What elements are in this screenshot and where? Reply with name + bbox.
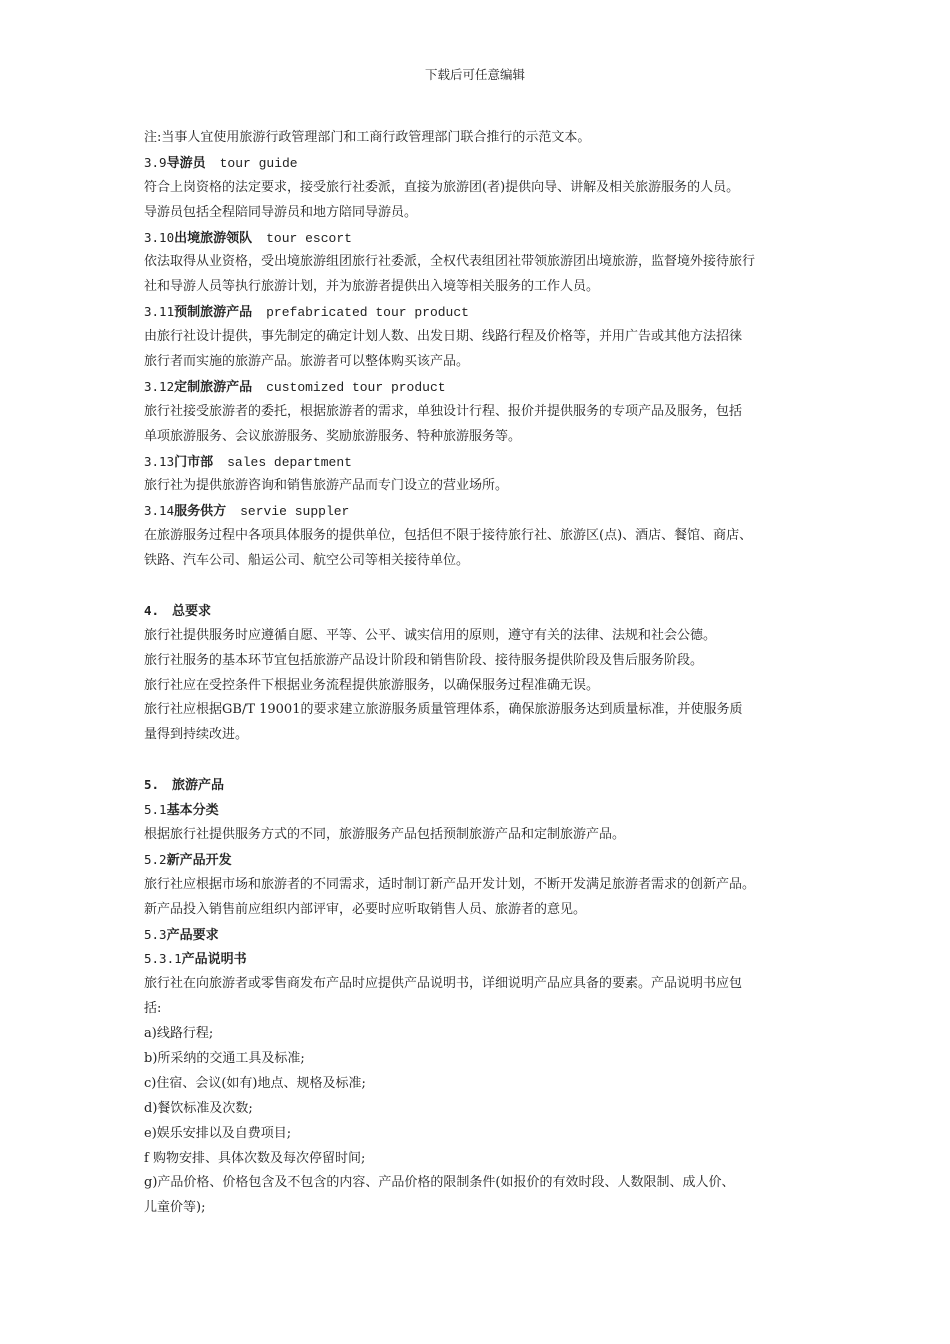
paragraph-line: f 购物安排、具体次数及每次停留时间; [144, 1150, 366, 1166]
paragraph-line: 社和导游人员等执行旅游计划，并为旅游者提供出入境等相关服务的工作人员。 [144, 279, 600, 295]
term-heading [144, 300, 824, 325]
paragraph-line: 符合上岗资格的法定要求，接受旅行社委派，直接为旅游团(者)提供向导、讲解及相关旅游服务的人员。 [144, 179, 740, 195]
term-heading [144, 450, 824, 475]
subsection-number: 5.3 [144, 926, 167, 942]
term-chinese: 门市部 [174, 454, 214, 470]
term-number: 3.10 [144, 229, 175, 245]
term-chinese: 定制旅游产品 [174, 379, 253, 395]
term-chinese: 服务供方 [174, 504, 227, 520]
paragraph-line: 量得到持续改进。 [144, 727, 249, 743]
paragraph-line: d)餐饮标准及次数; [144, 1100, 253, 1116]
term-english: prefabricated tour product [266, 305, 469, 321]
paragraph-line: 旅行社接受旅游者的委托，根据旅游者的需求，单独设计行程、报价并提供服务的专项产品及服务，包括 [144, 403, 743, 419]
paragraph-line: 旅行社应根据市场和旅游者的不同需求，适时制订新产品开发计划，不断开发满足旅游者需求的创新产品。 [144, 876, 756, 892]
term-english: customized tour product [266, 379, 446, 395]
term-heading [144, 499, 824, 524]
subsection-number: 5.1 [144, 802, 167, 818]
paragraph-line: 括: [144, 1001, 162, 1017]
header-text: 下载后可任意编辑 [424, 67, 525, 82]
paragraph-line: 旅行社应在受控条件下根据业务流程提供旅游服务，以确保服务过程准确无误。 [144, 677, 600, 693]
subsection-title: 新产品开发 [166, 852, 232, 868]
document-body [144, 126, 824, 1221]
term-heading [144, 151, 824, 176]
section-number: 4. [144, 602, 160, 618]
section-heading [144, 599, 824, 624]
paragraph-line: 新产品投入销售前应组织内部评审，必要时应听取销售人员、旅游者的意见。 [144, 901, 587, 917]
paragraph-line: 单项旅游服务、会议旅游服务、奖励旅游服务、特种旅游服务等。 [144, 428, 522, 444]
paragraph-line: c)住宿、会议(如有)地点、规格及标准; [144, 1075, 366, 1091]
paragraph-line: 注:当事人宜使用旅游行政管理部门和工商行政管理部门联合推行的示范文本。 [144, 130, 591, 145]
paragraph-line: g)产品价格、价格包含及不包含的内容、产品价格的限制条件(如报价的有效时段、人数限制、成人价、 [144, 1175, 735, 1191]
paragraph-line: b)所采纳的交通工具及标准; [144, 1050, 305, 1066]
subsection-title: 基本分类 [166, 803, 219, 819]
subsection-heading [144, 947, 824, 972]
term-number: 3.12 [144, 378, 175, 394]
paragraph-line: 旅行社应根据GB/T 19001的要求建立旅游服务质量管理体系，确保旅游服务达到质量标准，并使服务质 [144, 702, 743, 718]
paragraph-line: 铁路、汽车公司、船运公司、航空公司等相关接待单位。 [144, 553, 470, 569]
section-title: 总要求 [172, 603, 212, 619]
paragraph-line: 旅行社在向旅游者或零售商发布产品时应提供产品说明书，详细说明产品应具备的要素。产品说明书应包 [144, 976, 743, 992]
term-heading [144, 226, 824, 251]
paragraph-line: 依法取得从业资格，受出境旅游组团旅行社委派，全权代表组团社带领旅游团出境旅游，监督境外接待旅行 [144, 254, 756, 270]
page-header [0, 66, 950, 84]
section-title: 旅游产品 [172, 778, 225, 794]
subsection-number: 5.3.1 [144, 951, 182, 967]
term-heading [144, 375, 824, 400]
blank-line [144, 748, 824, 773]
term-number: 3.13 [144, 453, 175, 469]
term-english: servie suppler [240, 504, 350, 520]
subsection-heading [144, 923, 824, 948]
subsection-title: 产品要求 [166, 927, 219, 943]
subsection-number: 5.2 [144, 851, 167, 867]
paragraph-line: 根据旅行社提供服务方式的不同，旅游服务产品包括预制旅游产品和定制旅游产品。 [144, 826, 626, 842]
section-number: 5. [144, 777, 160, 793]
subsection-heading [144, 798, 824, 823]
term-number: 3.11 [144, 304, 175, 320]
term-english: tour guide [219, 155, 298, 171]
subsection-heading [144, 848, 824, 873]
section-heading [144, 773, 824, 798]
paragraph-line: 旅行社为提供旅游咨询和销售旅游产品而专门设立的营业场所。 [144, 478, 509, 494]
term-number: 3.14 [144, 503, 175, 519]
subsection-title: 产品说明书 [181, 952, 247, 968]
blank-line [144, 574, 824, 599]
term-chinese: 预制旅游产品 [174, 305, 253, 321]
term-number: 3.9 [144, 154, 167, 170]
paragraph-line: 旅行社服务的基本环节宜包括旅游产品设计阶段和销售阶段、接待服务提供阶段及售后服务阶段。 [144, 652, 704, 668]
term-chinese: 导游员 [166, 155, 206, 171]
paragraph-line: e)娱乐安排以及自费项目; [144, 1125, 292, 1141]
paragraph-line: 由旅行社设计提供，事先制定的确定计划人数、出发日期、线路行程及价格等，并用广告或其他方法招徕 [144, 329, 743, 345]
paragraph-line: 旅行者而实施的旅游产品。旅游者可以整体购买该产品。 [144, 354, 470, 370]
paragraph-line: 在旅游服务过程中各项具体服务的提供单位，包括但不限于接待旅行社、旅游区(点)、酒店、餐馆、商店、 [144, 528, 753, 544]
paragraph-line: 儿童价等); [144, 1200, 206, 1216]
term-chinese: 出境旅游领队 [174, 230, 253, 246]
paragraph-line: a)线路行程; [144, 1026, 214, 1042]
term-english: sales department [227, 454, 352, 470]
paragraph-line: 导游员包括全程陪同导游员和地方陪同导游员。 [144, 204, 418, 220]
paragraph-line: 旅行社提供服务时应遵循自愿、平等、公平、诚实信用的原则，遵守有关的法律、法规和社会公德。 [144, 627, 717, 643]
term-english: tour escort [266, 230, 352, 246]
